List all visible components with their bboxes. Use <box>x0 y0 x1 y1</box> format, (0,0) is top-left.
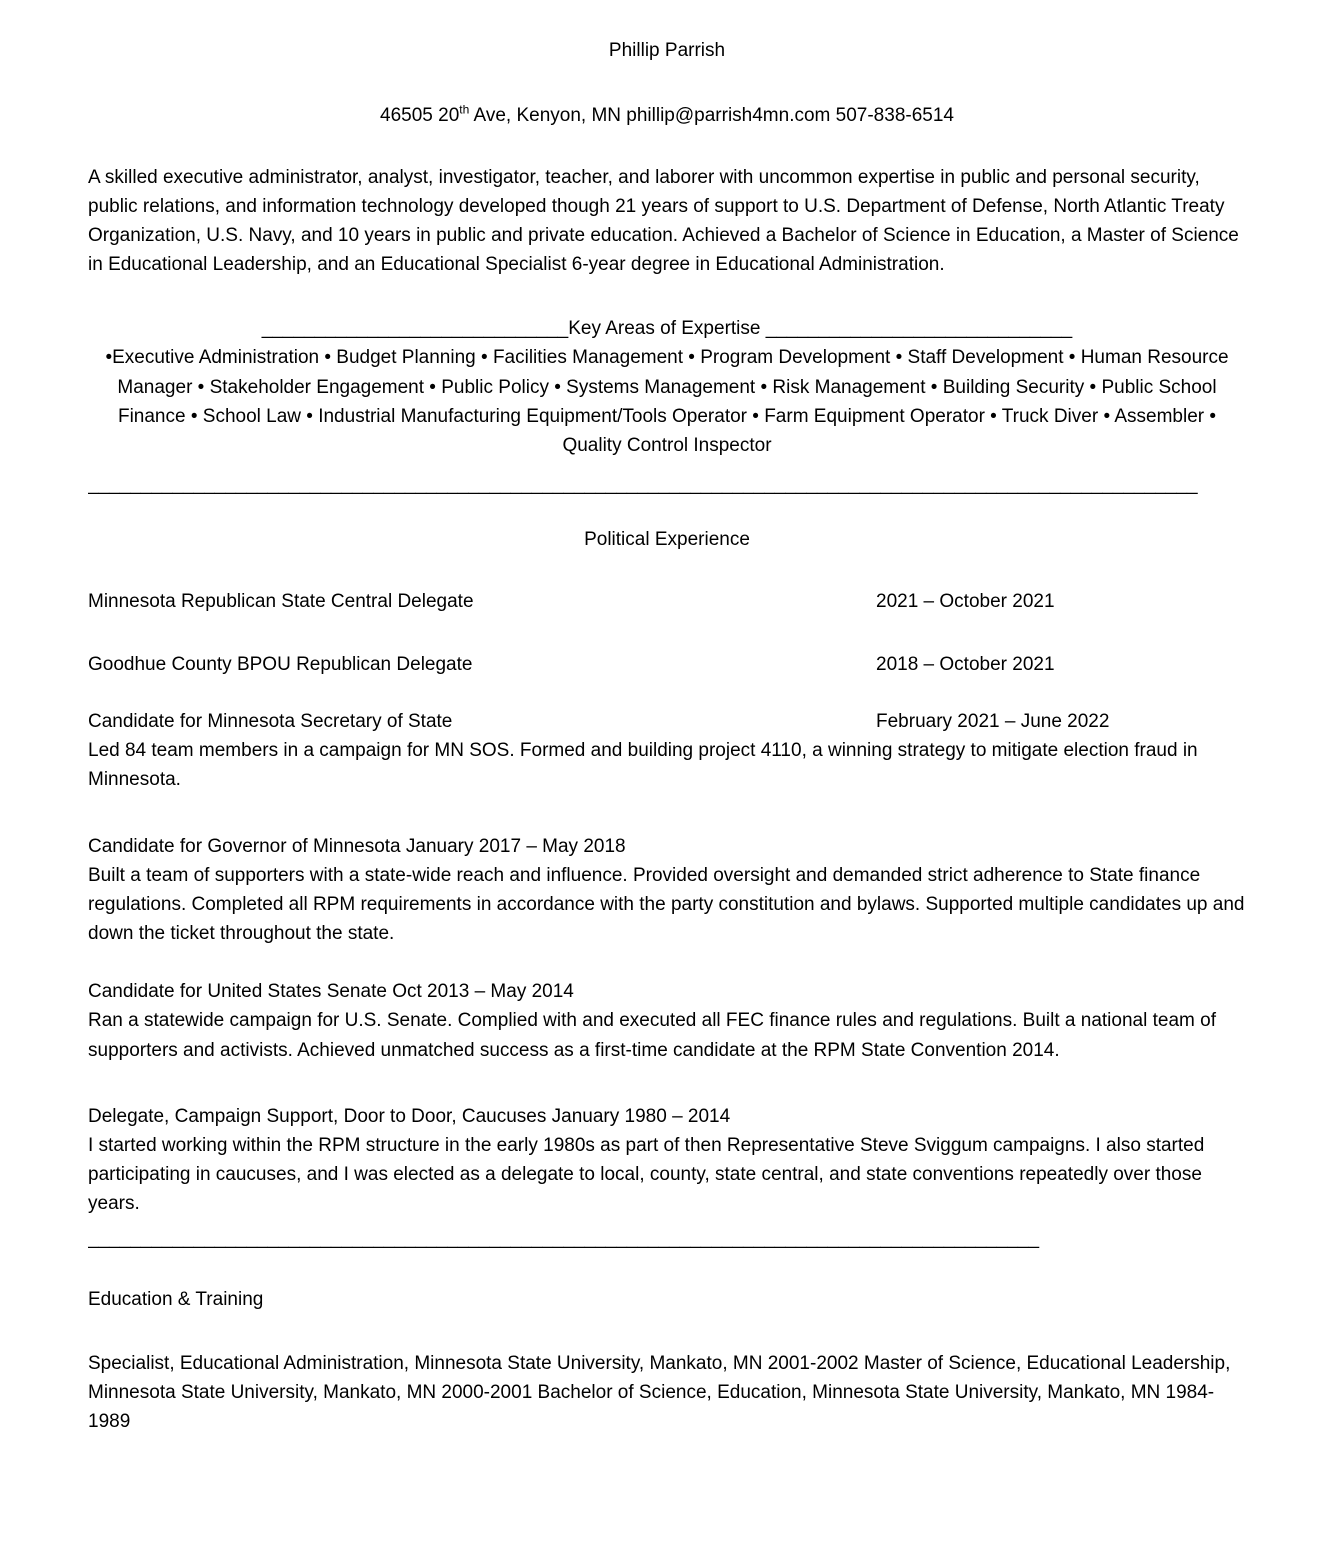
political-entry-governor <box>88 832 1246 948</box>
entry-title: Candidate for Minnesota Secretary of State <box>88 710 453 732</box>
education-paragraph: Specialist, Educational Administration, Minnesota State University, Mankato, MN 2001-2002 Master of Science, Educational Leadership, Minnesota State University, Mankato, MN 2000-2001 Bachelor of Science, Education, Minnesota State University, Mankato, MN 1984-1989 <box>88 1352 1231 1433</box>
political-entry-secretary-of-state <box>88 707 1246 794</box>
address-rest: Ave, Kenyon, MN phillip@parrish4mn.com 507-838-6514 <box>469 105 954 127</box>
address-ordinal-suffix: th <box>459 102 470 117</box>
entry-title: Candidate for United States Senate Oct 2013 – May 2014 <box>88 981 574 1003</box>
contact-line <box>88 101 1246 130</box>
expertise-list: •Executive Administration • Budget Planning • Facilities Management • Program Development • Staff Development • Human Resource Manager • Stakeholder Engagement • Public Policy • Systems Management • Risk Management • Building Security • Public School Finance • School Law • Industrial Manufacturing Equipment/Tools Operator • Farm Equipment Operator • Truck Diver • Assembler • Quality Control Inspector <box>105 347 1229 456</box>
entry-dates: 2021 – October 2021 <box>876 590 1055 612</box>
entry-title: Delegate, Campaign Support, Door to Door, Caucuses January 1980 – 2014 <box>88 1105 731 1127</box>
education-training-heading: Education & Training <box>88 1288 264 1310</box>
entry-description: Ran a statewide campaign for U.S. Senate. Complied with and executed all FEC finance rules and regulations. Built a national team of supporters and activists. Achieved unmatched success as a first-time candidate at the RPM State Convention 2014. <box>88 1010 1216 1061</box>
entry-title: Minnesota Republican State Central Delegate <box>88 590 474 612</box>
political-entry-us-senate <box>88 977 1246 1064</box>
entry-dates: February 2021 – June 2022 <box>876 710 1110 732</box>
entry-head <box>88 587 1246 616</box>
entry-description: Built a team of supporters with a state-wide reach and influence. Provided oversight and demanded strict adherence to State finance regulations. Completed all RPM requirements in accordance with the party constitution and bylaws. Supported multiple candidates up and down the ticket throughout the state. <box>88 865 1245 945</box>
political-entry-bpou-delegate <box>88 650 1246 679</box>
entry-head <box>88 650 1246 679</box>
expertise-rule-left: _____________________________ <box>261 318 569 340</box>
summary-paragraph: A skilled executive administrator, analyst, investigator, teacher, and laborer with uncommon expertise in public and personal security, public relations, and information technology developed though 21 years of support to U.S. Department of Defense, North Atlantic Treaty Organization, U.S. Navy, and 10 years in public and private education. Achieved a Bachelor of Science in Education, a Master of Science in Educational Leadership, and an Educational Specialist 6-year degree in Educational Administration. <box>88 167 1239 276</box>
person-name: Phillip Parrish <box>608 40 726 61</box>
entry-description: Led 84 team members in a campaign for MN SOS. Formed and building project 4110, a winning strategy to mitigate election fraud in Minnesota. <box>88 740 1198 791</box>
entry-dates: 2018 – October 2021 <box>876 653 1055 675</box>
section-divider-top: _________________________________________________________________________________________________________ <box>88 473 1198 495</box>
political-entry-delegate-campaign-support <box>88 1102 1246 1218</box>
expertise-title: Key Areas of Expertise <box>568 318 761 340</box>
entry-title: Candidate for Governor of Minnesota January 2017 – May 2018 <box>88 836 626 858</box>
political-experience-heading: Political Experience <box>584 528 750 550</box>
expertise-rule-right: _____________________________ <box>760 318 1073 340</box>
entry-head <box>88 707 1246 736</box>
entry-title: Goodhue County BPOU Republican Delegate <box>88 653 473 675</box>
address-street: 46505 20 <box>380 105 460 127</box>
political-entry-state-central-delegate <box>88 587 1246 616</box>
entry-description: I started working within the RPM structure in the early 1980s as part of then Representative Steve Sviggum campaigns. I also started participating in caucuses, and I was elected as a delegate to local, county, state central, and state conventions repeatedly over those years. <box>88 1134 1205 1214</box>
section-divider-bottom: __________________________________________________________________________________________ <box>88 1227 1040 1249</box>
expertise-heading <box>88 314 1246 343</box>
